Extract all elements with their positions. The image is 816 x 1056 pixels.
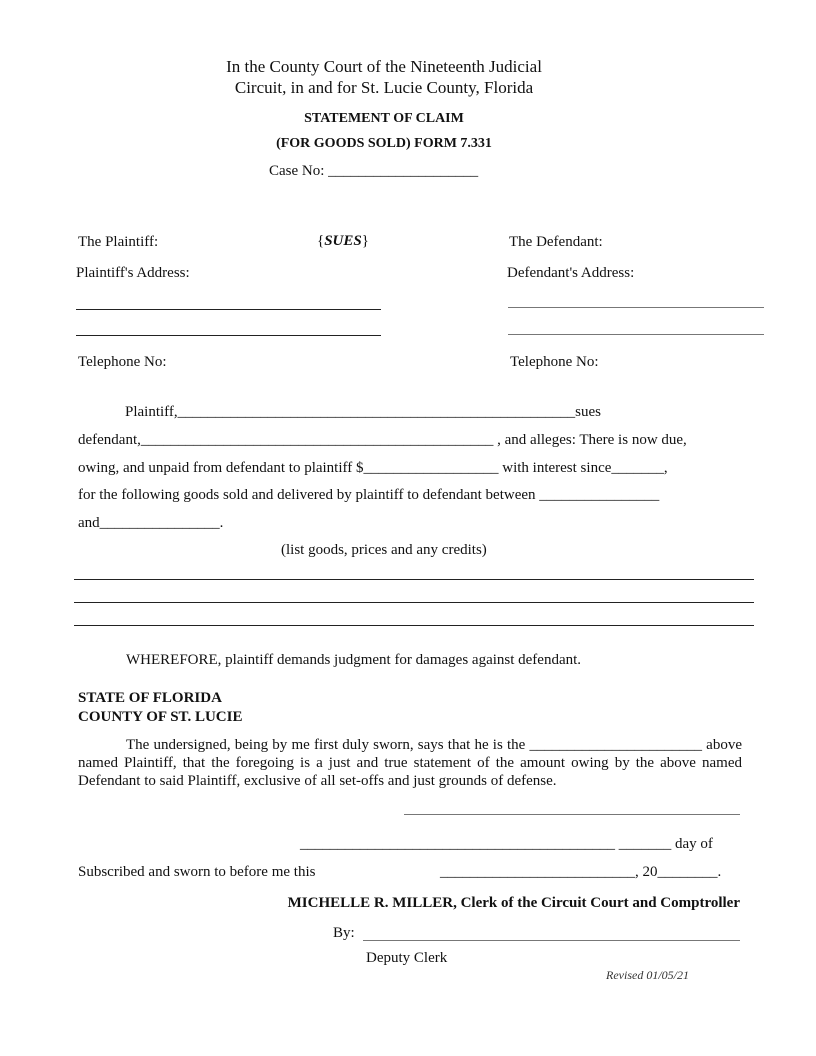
case-number <box>269 163 478 180</box>
clerk-name: MICHELLE R. MILLER, Clerk of the Circuit Court and Comptroller <box>287 895 740 911</box>
defendant-address-line-1[interactable] <box>508 307 764 308</box>
plaintiff-label: The Plaintiff: <box>78 234 159 250</box>
case-number-field[interactable]: ____________________ <box>328 163 479 179</box>
sues-brace-close: } <box>361 233 369 249</box>
defendant-address-line-2[interactable] <box>508 334 764 335</box>
claim-line-2: defendant,_______________________________________________ , and alleges: There is now due, <box>78 432 687 448</box>
by-label: By: <box>333 925 355 941</box>
defendant-telephone-label: Telephone No: <box>510 354 599 370</box>
venue-state: STATE OF FLORIDA <box>78 690 222 706</box>
oath-paragraph: The undersigned, being by me first duly sworn, says that he is the _______________________ above named Plaintiff, that the foregoing is a just and true statement of the amount owing by the above named Defendant to said Plaintiff, exclusive of all set-offs and just grounds of defense. <box>78 737 742 789</box>
court-name-line2: Circuit, in and for St. Lucie County, Florida <box>234 78 534 97</box>
sues-text: SUES <box>324 233 362 249</box>
venue-county: COUNTY OF ST. LUCIE <box>78 709 243 725</box>
plaintiff-address-label: Plaintiff's Address: <box>76 265 190 281</box>
claim-line-3: owing, and unpaid from defendant to plaintiff $__________________ with interest since_______, <box>78 460 668 476</box>
sues-marker <box>317 233 369 250</box>
plaintiff-address-line-2[interactable] <box>76 335 381 336</box>
claim-line-5: and________________. <box>78 515 224 531</box>
deputy-clerk-label: Deputy Clerk <box>366 950 448 966</box>
affiant-signature-line[interactable] <box>404 814 740 815</box>
form-title: STATEMENT OF CLAIM <box>304 111 464 126</box>
claim-line-4: for the following goods sold and delivered by plaintiff to defendant between ________________ <box>78 487 660 503</box>
goods-list-line-1[interactable] <box>74 579 754 580</box>
form-subtitle: (FOR GOODS SOLD) FORM 7.331 <box>276 136 492 151</box>
defendant-address-label: Defendant's Address: <box>507 265 635 281</box>
claim-line-1: Plaintiff,_____________________________________________________sues <box>125 404 601 420</box>
defendant-label: The Defendant: <box>509 234 603 250</box>
wherefore-clause: WHEREFORE, plaintiff demands judgment for damages against defendant. <box>126 652 582 668</box>
case-number-label: Case No: <box>269 163 325 179</box>
plaintiff-telephone-label: Telephone No: <box>78 354 167 370</box>
subscribed-sworn-label: Subscribed and sworn to before me this <box>78 864 316 880</box>
deputy-signature-line[interactable] <box>363 940 740 941</box>
day-of-line: __________________________________________ _______ day of <box>300 836 713 852</box>
court-name-line1: In the County Court of the Nineteenth Judicial <box>226 57 542 76</box>
plaintiff-address-line-1[interactable] <box>76 309 381 310</box>
sues-brace-open: { <box>317 233 325 249</box>
goods-list-instruction: (list goods, prices and any credits) <box>281 542 487 558</box>
revision-date: Revised 01/05/21 <box>606 968 689 982</box>
goods-list-line-3[interactable] <box>74 625 754 626</box>
date-line: __________________________, 20________. <box>440 864 722 880</box>
goods-list-line-2[interactable] <box>74 602 754 603</box>
